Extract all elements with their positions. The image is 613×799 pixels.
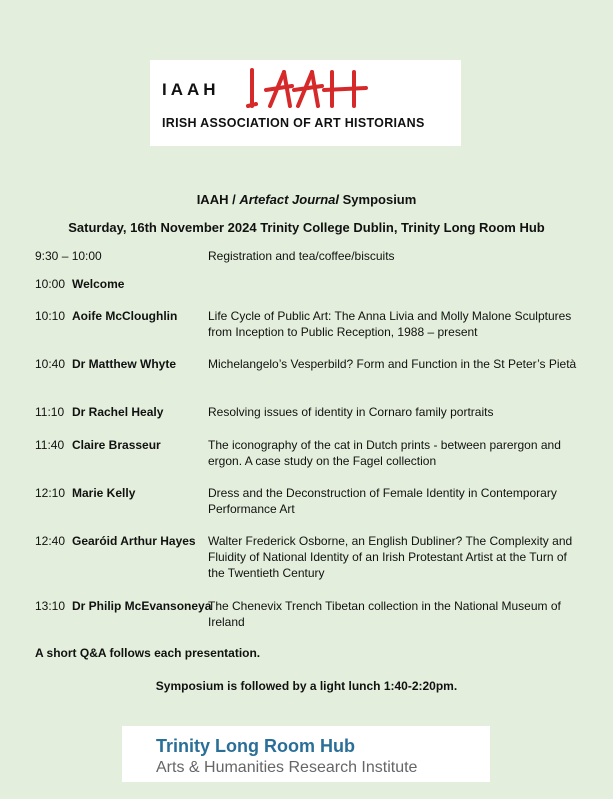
row-talk: Michelangelo’s Vesperbild? Form and Function in the St Peter’s Pietà	[208, 357, 577, 371]
lunch-note: Symposium is followed by a light lunch 1:40-2:20pm.	[155, 679, 458, 693]
qa-note: A short Q&A follows each presentation.	[35, 646, 261, 660]
row-talk: Dress and the Deconstruction of Female Identity in Contemporary Performance Art	[208, 486, 557, 516]
trinity-hub-logo	[122, 726, 490, 782]
row-talk: Registration and tea/coffee/biscuits	[208, 249, 395, 263]
row-speaker: Marie Kelly	[72, 486, 136, 500]
row-speaker: Dr Rachel Healy	[72, 405, 164, 419]
row-speaker: Gearóid Arthur Hayes	[72, 534, 196, 548]
row-speaker: Dr Matthew Whyte	[72, 357, 177, 371]
title-prefix: IAAH /	[196, 192, 240, 207]
row-talk: Walter Frederick Osborne, an English Dubliner? The Complexity and Fluidity of National Identity of an Irish Protestant Artist at the Turn of the Twentieth Century	[208, 534, 573, 580]
row-talk: The iconography of the cat in Dutch prints - between parergon and ergon. A case study on the Fagel collection	[208, 438, 561, 468]
row-speaker: Welcome	[72, 277, 125, 291]
row-speaker: Aoife McCloughlin	[72, 309, 178, 323]
row-time: 12:10	[35, 486, 66, 500]
row-time: 12:40	[35, 534, 66, 548]
row-time: 13:10	[35, 599, 66, 613]
row-talk: The Chenevix Trench Tibetan collection in the National Museum of Ireland	[208, 599, 561, 629]
iaah-logo	[150, 60, 461, 146]
title-journal: Artefact Journal	[239, 192, 340, 207]
title-suffix: Symposium	[339, 192, 417, 207]
date-venue-line: Saturday, 16th November 2024 Trinity College Dublin, Trinity Long Room Hub	[68, 220, 545, 235]
hub-title: Trinity Long Room Hub	[156, 736, 355, 756]
logo-full-name: IRISH ASSOCIATION OF ART HISTORIANS	[162, 116, 425, 130]
row-speaker: Claire Brasseur	[72, 438, 161, 452]
row-time: 11:10	[35, 405, 65, 419]
symposium-title	[0, 192, 613, 207]
row-talk: Resolving issues of identity in Cornaro family portraits	[208, 405, 494, 419]
row-time: 10:10	[35, 309, 66, 323]
row-time: 11:40	[35, 438, 65, 452]
logo-abbreviation: IAAH	[162, 80, 220, 99]
hub-subtitle: Arts & Humanities Research Institute	[156, 759, 418, 776]
row-time: 10:40	[35, 357, 66, 371]
row-speaker: Dr Philip McEvansoneya	[72, 599, 212, 613]
row-time: 10:00	[35, 277, 66, 291]
row-time: 9:30 – 10:00	[35, 249, 102, 263]
iaah-brush-mark-icon	[240, 66, 370, 112]
row-talk: Life Cycle of Public Art: The Anna Livia and Molly Malone Sculptures from Inception to Public Reception, 1988 – present	[208, 309, 572, 339]
